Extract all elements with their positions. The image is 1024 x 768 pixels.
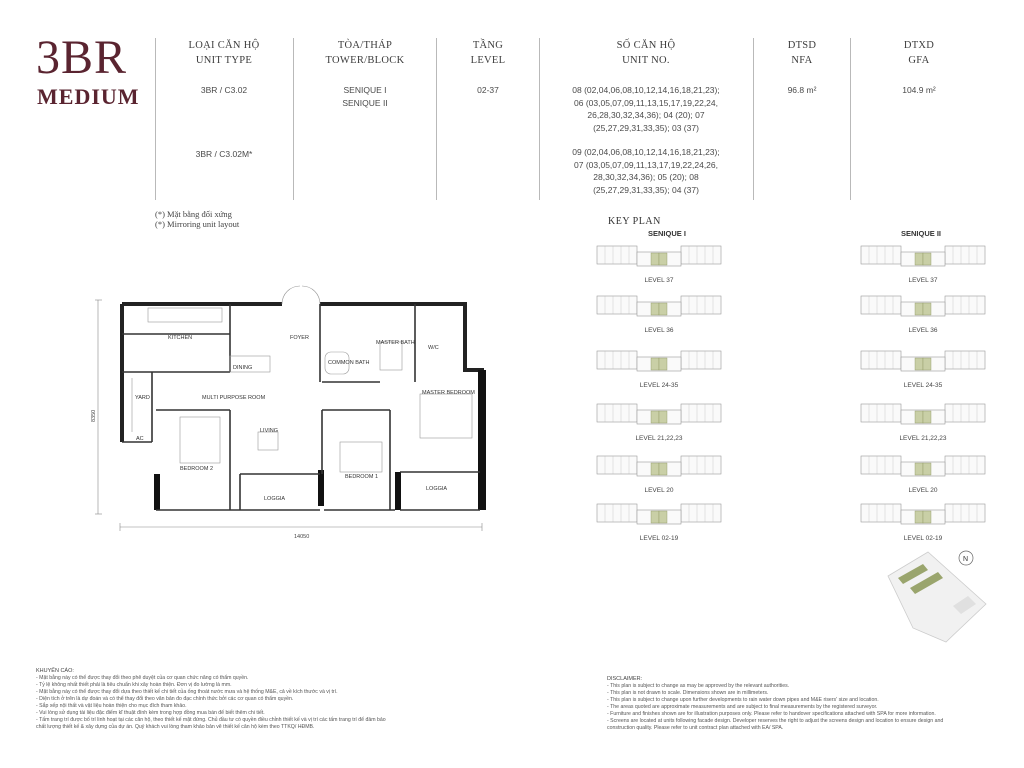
- room-common-bath: COMMON BATH: [328, 360, 370, 366]
- table-divider: [850, 38, 851, 200]
- key-plan-tower-1: SENIQUE I: [648, 229, 686, 238]
- dimension-width: 14050: [294, 534, 310, 540]
- floor-plan: [90, 282, 495, 547]
- key-plan-thumbnail: [859, 240, 987, 274]
- mirror-note: (*) Mặt bằng đối xứng (*) Mirroring unit layout: [155, 209, 240, 229]
- table-divider: [753, 38, 754, 200]
- key-plan-thumbnail: [859, 450, 987, 484]
- key-plan-tower-2: SENIQUE II: [901, 229, 942, 238]
- key-plan-thumbnail: [859, 498, 987, 532]
- unit-no-mirror-value: 09 (02,04,06,08,10,12,14,16,18,21,23); 07 (03,05,07,09,11,13,17,19,22,24,26, 28,30,32,34,36); 05 (20); 08 (25,27,29,31,33,35); 04 (37): [572, 147, 720, 195]
- table-divider: [539, 38, 540, 200]
- key-plan-level-label: LEVEL 36: [908, 327, 938, 334]
- unit-type-value: 3BR / C3.02: [200, 85, 248, 95]
- unit-size-subtitle: MEDIUM: [37, 84, 140, 109]
- room-bedroom-2: BEDROOM 2: [180, 466, 214, 472]
- disclaimer-vi: KHUYẾN CÁO: - Mặt bằng này có thể được thay đổi theo phê duyệt của cơ quan chức năng có thẩm quyền. - Tỷ lệ không nhất thiết phải là tiêu chuẩn khi xây hoàn thiện. Đơn vị đo lường là mm. - Mặt bằng này có thể được thay đổi dựa theo thiết kế chi tiết của ống thoát nước mưa và hệ thống M&E, cả về kích thước và vị trí. - Diện tích ở trên là dự đoán và có thể thay đổi theo văn bản đo đạc chính thức bởi các cơ quan có thẩm quyền. - Sắp xếp nội thất và vật liệu hoàn thiện cho mục đích tham khảo. - Vui lòng sử dụng tài liệu đặc điểm kĩ thuật đính kèm trong hợp đồng mua bán để biết thêm chi tiết. - Tấm trang trí được bố trí linh hoạt tại các căn hộ, theo thiết kế mặt đứng. Chủ đầu tư có quyền điều chỉnh thiết kế và vị trí các tấm trang trí để đảm bảo chất lượng thiết kế & xây dựng của dự án. Quý khách vui lòng tham khảo bản vẽ thiết kế căn hộ kèm theo TTKQ/ HĐMB.: [36, 668, 386, 730]
- key-plan-thumbnail: [595, 345, 723, 379]
- tower-value: SENIQUE I SENIQUE II: [342, 85, 388, 108]
- room-master-bath: MASTER BATH: [376, 340, 415, 346]
- north-label: N: [963, 556, 969, 563]
- key-plan-level-label: LEVEL 36: [644, 327, 674, 334]
- level-value: 02-37: [477, 85, 499, 95]
- unit-no-value: 08 (02,04,06,08,10,12,14,16,18,21,23); 06 (03,05,07,09,11,13,15,17,19,22,24, 26,28,30,32,34,36); 04 (20); 07 (25,27,29,31,33,35); 03 (37): [572, 85, 720, 133]
- unit-type-title: 3BR: [36, 31, 128, 84]
- room-ac: AC: [136, 436, 144, 442]
- key-plan-thumbnail: [859, 398, 987, 432]
- key-plan-level-label: LEVEL 21,22,23: [635, 435, 683, 442]
- key-plan-thumbnail: [595, 498, 723, 532]
- key-plan-thumbnail: [859, 290, 987, 324]
- key-plan-thumbnail: [595, 398, 723, 432]
- key-plan-thumbnail: [859, 345, 987, 379]
- key-plan-thumbnail: [595, 240, 723, 274]
- table-divider: [155, 38, 156, 200]
- key-plan-level-label: LEVEL 37: [644, 277, 674, 284]
- site-plan-map: [868, 546, 993, 646]
- room-wic: W/C: [428, 345, 439, 351]
- dimension-height: 8350: [91, 409, 97, 422]
- header-level: TẦNG LEVEL: [470, 40, 506, 66]
- key-plan-title: KEY PLAN: [608, 216, 661, 227]
- header-unit-no: SỐ CĂN HỘ UNIT NO.: [616, 40, 676, 66]
- room-yard: YARD: [135, 395, 150, 401]
- key-plan-level-label: LEVEL 02-19: [903, 535, 943, 542]
- gfa-value: 104.9 m²: [902, 85, 936, 95]
- room-loggia-2: LOGGIA: [426, 486, 448, 492]
- room-kitchen: KITCHEN: [168, 335, 193, 341]
- room-bedroom-1: BEDROOM 1: [345, 474, 379, 480]
- room-multi-purpose: MULTI PURPOSE ROOM: [202, 395, 266, 401]
- header-unit-type: LOẠI CĂN HỘ UNIT TYPE: [188, 40, 260, 66]
- key-plan-thumbnail: [595, 290, 723, 324]
- room-living: LIVING: [260, 428, 279, 434]
- key-plan-level-label: LEVEL 24-35: [639, 382, 679, 389]
- nfa-value: 96.8 m²: [787, 85, 817, 95]
- room-dining: DINING: [233, 365, 253, 371]
- key-plan-thumbnail: [595, 450, 723, 484]
- key-plan-level-label: LEVEL 24-35: [903, 382, 943, 389]
- unit-type-mirror-value: 3BR / C3.02M*: [195, 149, 253, 159]
- disclaimer-en: DISCLAIMER: - This plan is subject to change as may be approved by the relevant authorities. - This plan is not drawn to scale. Dimensions shown are in millimeters. - This plan is subject to change upon further developments to rain water down pipes and M&E risers' size and location. - The areas quoted are approximate measurements and are subject to final measurements by the registered surveyor. - Furniture and finishes shown are for illustration purposes only. Please refer to handover specifications attached with SPA for more information. - Screens are located at units following facade design. Developer reserves the right to adjust the screens design and location to ensure design and construction quality. Please refer to unit contract plan attached with EA/ SPA.: [607, 676, 944, 731]
- header-tower: TÒA/THÁP TOWER/BLOCK: [325, 40, 405, 66]
- key-plan-level-label: LEVEL 20: [644, 487, 674, 494]
- room-master-bedroom: MASTER BEDROOM: [422, 390, 475, 396]
- key-plan-level-label: LEVEL 37: [908, 277, 938, 284]
- key-plan-level-label: LEVEL 20: [908, 487, 938, 494]
- header-nfa: DTSD NFA: [787, 40, 817, 66]
- key-plan-level-label: LEVEL 21,22,23: [899, 435, 947, 442]
- table-divider: [293, 38, 294, 200]
- header-gfa: DTXD GFA: [903, 40, 935, 66]
- room-foyer: FOYER: [290, 335, 309, 341]
- room-loggia-1: LOGGIA: [264, 496, 286, 502]
- table-divider: [436, 38, 437, 200]
- key-plan-level-label: LEVEL 02-19: [639, 535, 679, 542]
